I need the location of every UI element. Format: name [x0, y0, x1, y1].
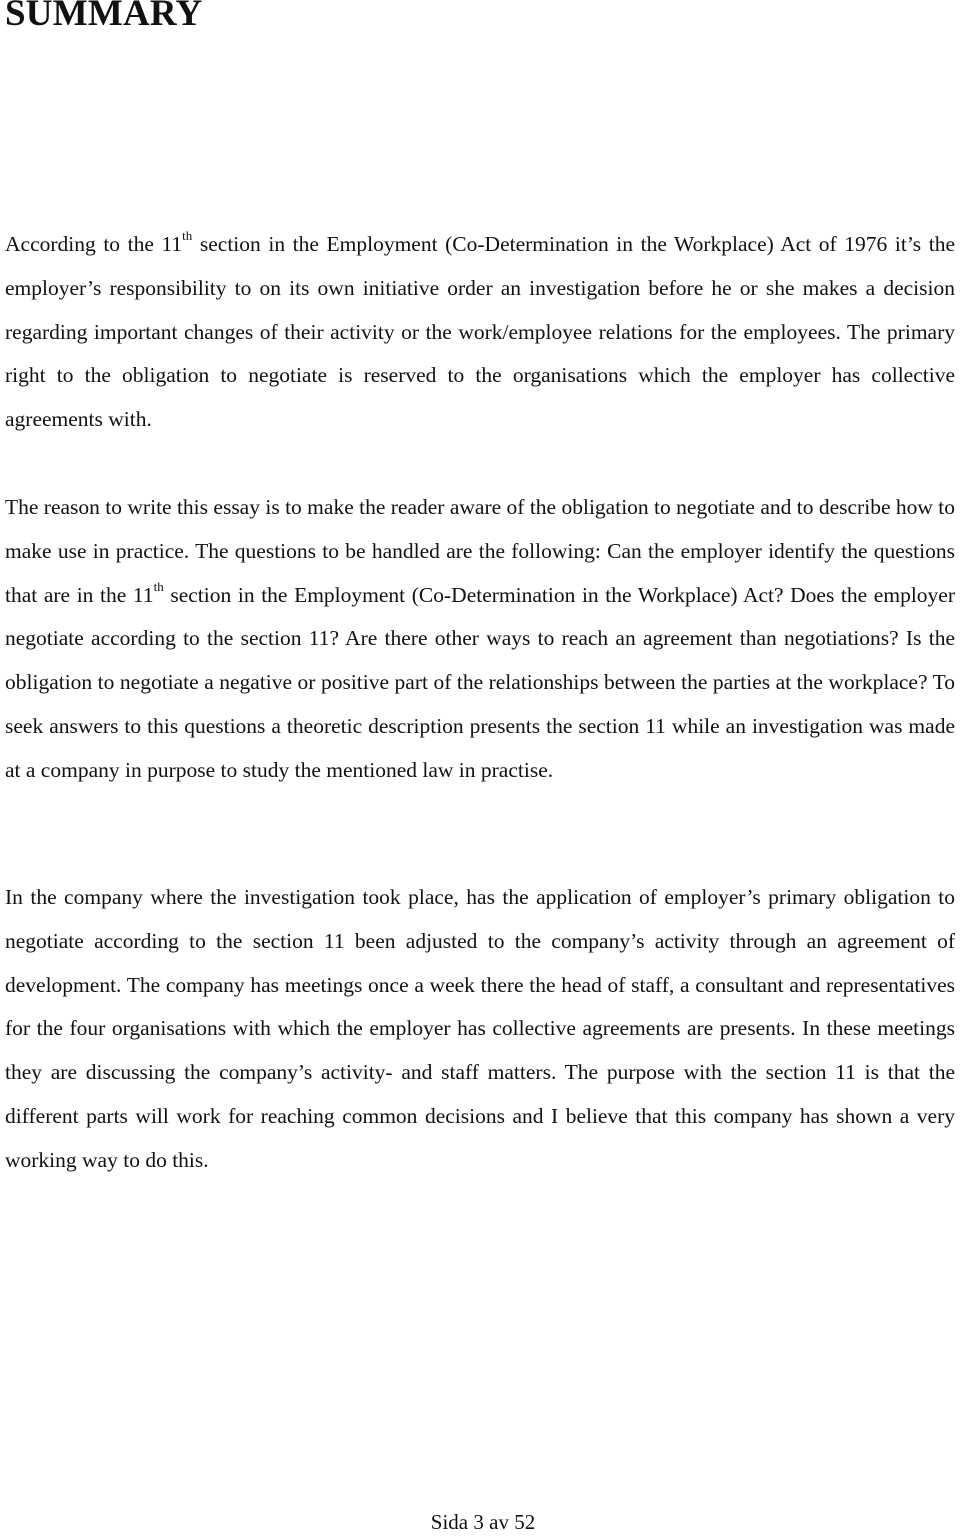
summary-paragraph-1: [5, 223, 955, 442]
summary-paragraph-3: In the company where the investigation took place, has the application of employer’s primary obligation to negotiate according to the section 11 been adjusted to the company’s activity through an agreement of development. The company has meetings once a week there the head of staff, a consultant and representatives for the four organisations with which the employer has collective agreements are presents. In these meetings they are discussing the company’s activity- and staff matters. The purpose with the section 11 is that the different parts will work for reaching common decisions and I believe that this company has shown a very working way to do this.: [5, 885, 955, 1172]
paragraph-1-text-start: According to the 11: [5, 232, 183, 256]
paragraph-1-ordinal-suffix: th: [182, 228, 193, 243]
page-heading: SUMMARY: [5, 0, 203, 34]
paragraph-2-ordinal-suffix: th: [153, 578, 164, 594]
paragraph-2-text-start: The reason to write this essay is to make the reader aware of the obligation to negotiate and to describe how to make use in practice. The questions to be handled are the following: Can the employer identify the questions that are in the 11: [5, 495, 955, 607]
paragraph-1-text-end: section in the Employment (Co-Determination in the Workplace) Act of 1976 it’s the employer’s responsibility to on its own initiative order an investigation before he or she makes a decision regarding important changes of their activity or the work/employee relations for the employees. The primary right to the obligation to negotiate is reserved to the organisations which the employer has collective agreements with.: [5, 232, 955, 432]
page-number-footer: Sida 3 av 52: [430, 1510, 536, 1534]
summary-paragraph-2: [5, 486, 955, 793]
paragraph-2-text-end: section in the Employment (Co-Determination in the Workplace) Act? Does the employer negotiate according to the section 11? Are there other ways to reach an agreement than negotiations? Is the obligation to negotiate a negative or positive part of the relationships between the parties at the workplace? To seek answers to this questions a theoretic description presents the section 11 while an investigation was made at a company in purpose to study the mentioned law in practise.: [5, 582, 955, 782]
